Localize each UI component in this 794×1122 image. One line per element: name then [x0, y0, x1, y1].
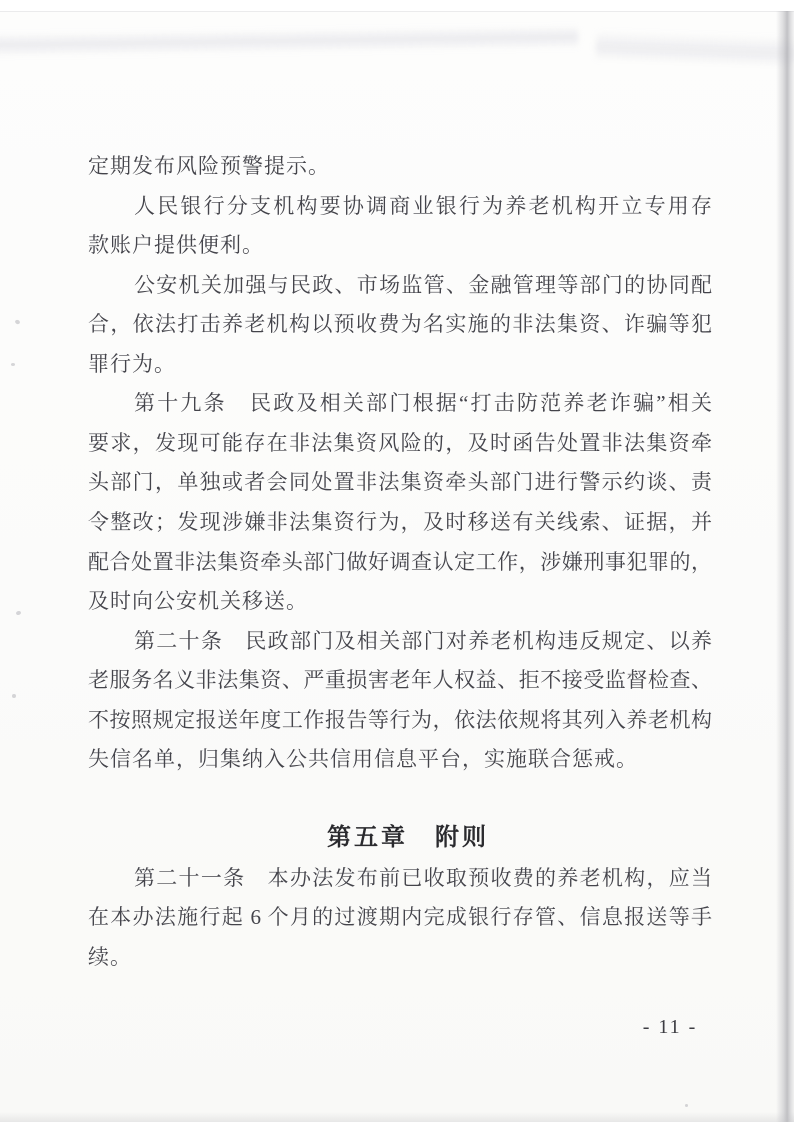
document-line: 人民银行分支机构要协调商业银行为养老机构开立专用存	[134, 193, 712, 218]
document-line: 第二十一条 本办法发布前已收取预收费的养老机构，应当	[134, 865, 712, 890]
document-line: 失信名单，归集纳入公共信用信息平台，实施联合惩戒。	[88, 747, 638, 772]
document-line: 公安机关加强与民政、市场监管、金融管理等部门的协同配	[134, 272, 712, 297]
document-line: 第十九条 民政及相关部门根据“打击防范养老诈骗”相关	[134, 391, 712, 416]
document-line: 定期发布风险预警提示。	[88, 154, 330, 178]
document-line: 要求，发现可能存在非法集资风险的，及时函告处置非法集资牵	[88, 430, 712, 455]
document-line: 罪行为。	[88, 351, 176, 376]
document-line: 款账户提供便利。	[88, 233, 264, 258]
document-line: 续。	[88, 945, 132, 969]
document-line: 合，依法打击养老机构以预收费为名实施的非法集资、诈骗等犯	[88, 312, 712, 337]
scan-speck-artifact	[14, 319, 20, 325]
document-line: 老服务名义非法集资、严重损害老年人权益、拒不接受监督检查、	[88, 668, 712, 693]
document-line: 头部门，单独或者会同处置非法集资牵头部门进行警示约谈、责	[88, 470, 712, 495]
scan-speck-artifact	[16, 610, 22, 615]
scan-right-edge-shadow	[776, 11, 794, 1122]
page-number: - 11 -	[642, 1016, 698, 1038]
document-line: 不按照规定报送年度工作报告等行为，依法依规将其列入养老机构	[88, 707, 712, 732]
chapter-heading: 第五章 附则	[327, 824, 489, 852]
scan-speck-artifact	[11, 363, 15, 366]
document-line: 在本办法施行起 6 个月的过渡期内完成银行存管、信息报送等手	[88, 905, 712, 930]
document-body	[88, 0, 712, 1122]
scan-speck-artifact	[12, 694, 16, 698]
document-line: 及时向公安机关移送。	[88, 589, 308, 614]
document-line: 配合处置非法集资牵头部门做好调查认定工作，涉嫌刑事犯罪的，	[88, 549, 712, 574]
document-line: 第二十条 民政部门及相关部门对养老机构违反规定、以养	[134, 628, 712, 653]
document-line: 令整改；发现涉嫌非法集资行为，及时移送有关线索、证据，并	[88, 509, 712, 534]
